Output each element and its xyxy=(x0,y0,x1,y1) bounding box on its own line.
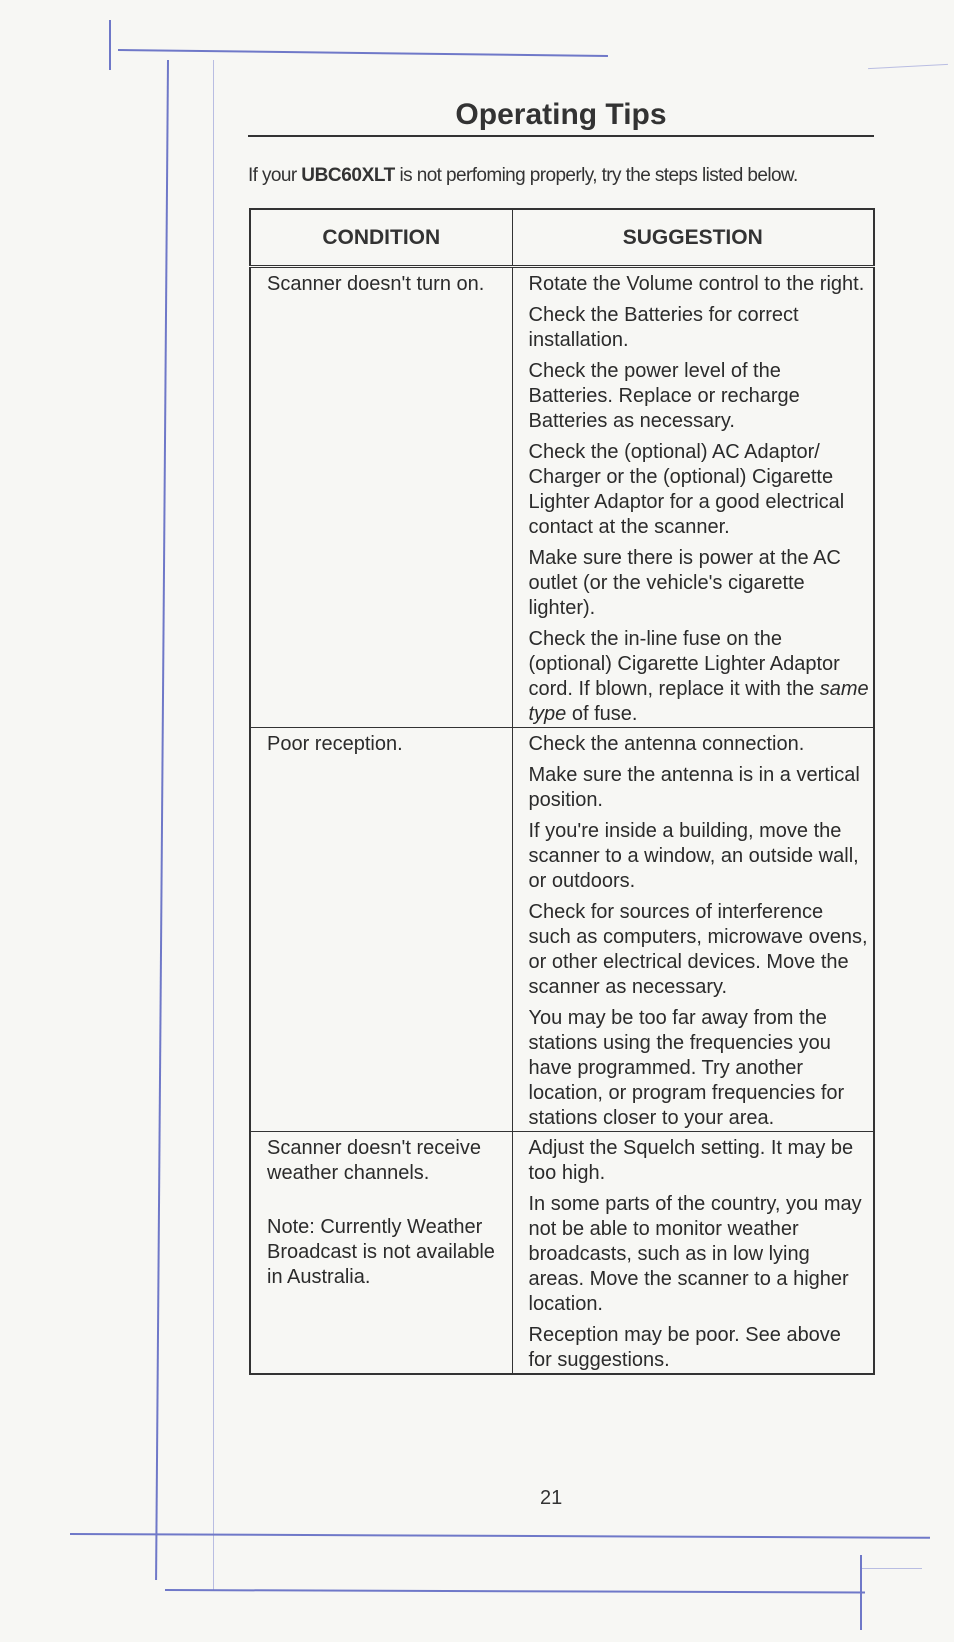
suggestion-item: Adjust the Squelch setting. It may be too high. xyxy=(528,1137,854,1184)
suggestion-item: Rotate the Volume control to the right. xyxy=(528,273,865,295)
suggestion-item: Check for sources of interference such as computers, microwave ovens, or other electrical devices. Move the scanner as necessary. xyxy=(528,901,868,998)
condition-note: Note: Currently Weather Broadcast is not available in Australia. xyxy=(267,1216,495,1288)
scan-border-top xyxy=(118,49,608,57)
operating-tips-table xyxy=(249,208,875,1375)
suggestion-cell xyxy=(512,267,874,728)
suggestion-item: Reception may be poor. See above for suggestions. xyxy=(528,1324,841,1371)
model-name: UBC60XLT xyxy=(301,165,395,186)
suggestion-item: Make sure the antenna is in a vertical position. xyxy=(528,764,860,811)
scan-border-bottom-short xyxy=(862,1568,922,1569)
scan-border-bottom-lower xyxy=(165,1589,865,1593)
page-title: Operating Tips xyxy=(455,98,667,131)
condition-cell xyxy=(250,1132,512,1375)
condition-text: Scanner doesn't receive weather channels. xyxy=(267,1137,481,1184)
intro-prefix: If your xyxy=(248,165,302,186)
suggestion-cell xyxy=(512,728,874,1132)
suggestion-item: If you're inside a building, move the scanner to a window, an outside wall, or outdoors. xyxy=(528,820,859,892)
condition-cell xyxy=(250,267,512,728)
scan-border-bottom xyxy=(70,1533,930,1539)
suggestion-item: Check the (optional) AC Adaptor/ Charger or the (optional) Cigarette Lighter Adaptor for a good electrical contact at the scanner. xyxy=(528,441,845,538)
header-suggestion: SUGGESTION xyxy=(512,209,874,267)
condition-text: Poor reception. xyxy=(267,733,403,755)
suggestion-item: Check the power level of the Batteries. Replace or recharge Batteries as necessary. xyxy=(528,360,800,432)
title-rule xyxy=(248,135,874,137)
scan-border-right xyxy=(860,1555,862,1630)
suggestion-item: Check the in-line fuse on the (optional) Cigarette Lighter Adaptor cord. If blown, replace it with the same type of fuse. xyxy=(528,628,869,725)
suggestion-item: Check the antenna connection. xyxy=(528,733,805,755)
table-row xyxy=(250,1132,874,1375)
scan-border-top-right xyxy=(868,64,948,69)
header-condition: CONDITION xyxy=(250,209,512,267)
suggestion-item: You may be too far away from the stations using the frequencies you have programmed. Try another location, or program frequencies for stations closer to your area. xyxy=(528,1007,845,1129)
scan-border-left xyxy=(109,20,111,70)
intro-suffix: is not perfoming properly, try the steps listed below. xyxy=(394,165,798,186)
suggestion-item: Check the Batteries for correct installation. xyxy=(528,304,799,351)
condition-cell xyxy=(250,728,512,1132)
condition-text: Scanner doesn't turn on. xyxy=(267,273,485,295)
suggestion-item: Make sure there is power at the AC outlet (or the vehicle's cigarette lighter). xyxy=(528,547,841,619)
scan-border-left-inner xyxy=(213,60,214,1590)
intro-text xyxy=(248,165,798,187)
page-number: 21 xyxy=(540,1487,563,1509)
table-row xyxy=(250,728,874,1132)
emphasis-same-type: same type xyxy=(528,678,869,725)
scan-border-left-long xyxy=(155,60,169,1580)
table-header-row xyxy=(250,209,874,267)
table-row xyxy=(250,267,874,728)
suggestion-cell xyxy=(512,1132,874,1375)
suggestion-item: In some parts of the country, you may not be able to monitor weather broadcasts, such as in low lying areas. Move the scanner to a higher location. xyxy=(528,1193,862,1315)
